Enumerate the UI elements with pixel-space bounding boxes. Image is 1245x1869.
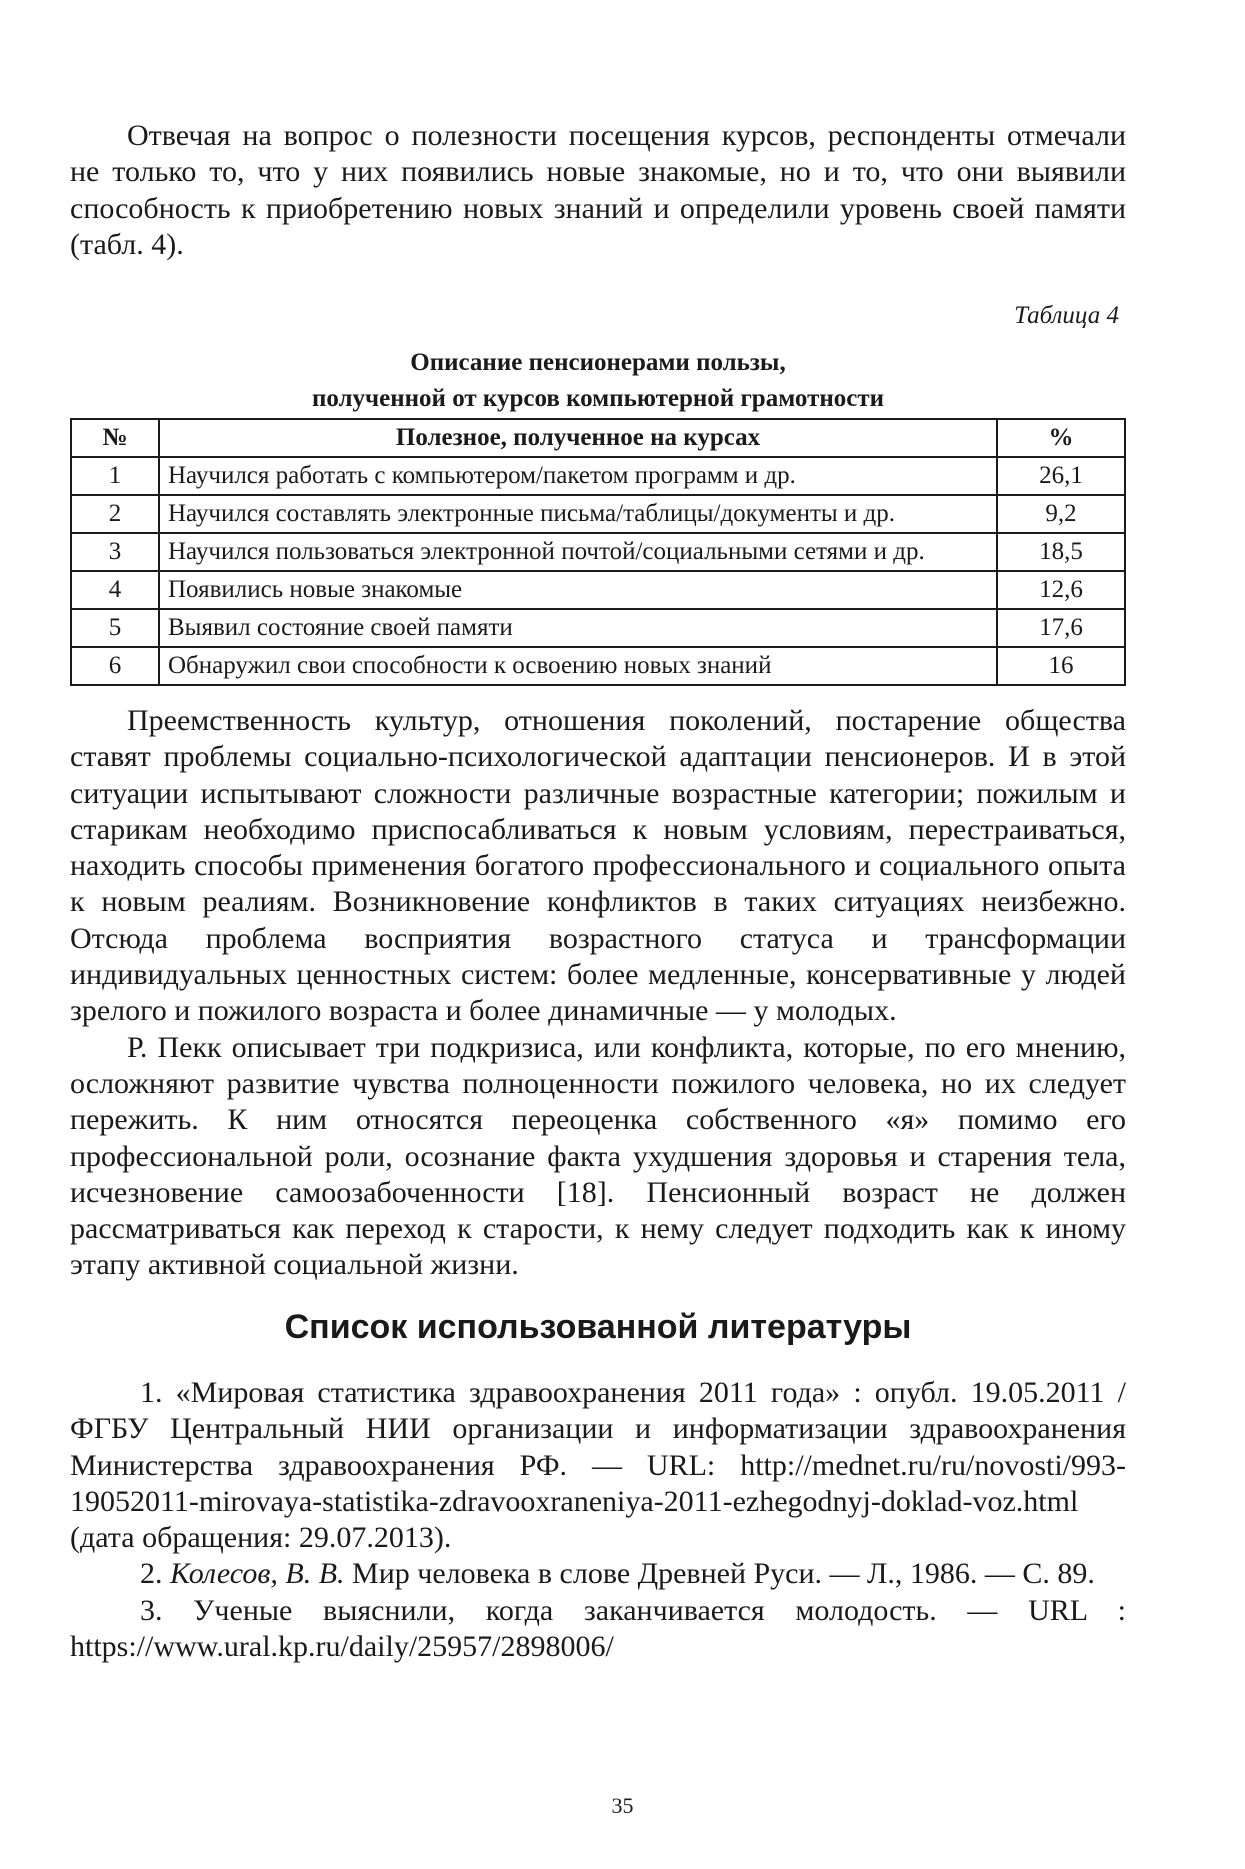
- reference-rest: Мир человека в слове Древней Руси. — Л., 1986. — С. 89.: [344, 1557, 1095, 1591]
- row-pct: 26,1: [997, 457, 1125, 495]
- reference-prefix: 2.: [140, 1557, 170, 1591]
- body-paragraph-2: Р. Пекк описывает три подкризиса, или конфликта, которые, по его мнению, осложняют развитие чувства полноценности пожилого человека, но их следует пережить. К ним относятся переоценка собственного «я» помимо его профессиональной роли, осознание факта ухудшения здоровья и старения тела, исчезновение самоозабоченности [18]. Пенсионный возраст не должен рассматриваться как переход к старости, к нему следует подходить как к иному этапу активной социальной жизни.: [70, 1030, 1126, 1282]
- row-num: 6: [71, 647, 159, 685]
- row-pct: 16: [997, 647, 1125, 685]
- row-num: 4: [71, 571, 159, 609]
- intro-paragraph: Отвечая на вопрос о полезности посещения курсов, респонденты отмечали не только то, что у них появились новые знакомые, но и то, что они выявили способность к приобретению новых знаний и определили уровень своей памяти (табл. 4).: [70, 119, 1126, 261]
- reference-item: 1. «Мировая статистика здравоохранения 2011 года» : опубл. 19.05.2011 / ФГБУ Центральный НИИ организации и информатизации здравоохранения Министерства здравоохранения РФ. — URL: http://mednet.ru/ru/novosti/993-19052011-mirovaya-statistika-zdravooxraneniya-2011-ezhegodnyj-doklad-voz.html (дата обращения: 29.07.2013).: [70, 1376, 1126, 1555]
- row-pct: 18,5: [997, 533, 1125, 571]
- table-header-row: [71, 419, 1125, 457]
- reference-item: 3. Ученые выяснили, когда заканчивается молодость. — URL : https://www.ural.kp.ru/daily/25957/2898006/: [70, 1593, 1126, 1664]
- row-pct: 9,2: [997, 495, 1125, 533]
- row-desc: Обнаружил свои способности к освоению новых знаний: [159, 647, 997, 685]
- table-title-line2: полученной от курсов компьютерной грамотности: [311, 385, 885, 412]
- page-number: 35: [611, 1793, 634, 1818]
- row-num: 5: [71, 609, 159, 647]
- row-desc: Научился работать с компьютером/пакетом программ и др.: [159, 457, 997, 495]
- row-num: 2: [71, 495, 159, 533]
- intro-section: [70, 118, 1126, 263]
- row-desc: Научился составлять электронные письма/таблицы/документы и др.: [159, 495, 997, 533]
- body-section: [70, 703, 1126, 1284]
- benefits-table: [70, 418, 1126, 686]
- table-title: [70, 345, 1126, 417]
- row-num: 3: [71, 533, 159, 571]
- row-desc: Появились новые знакомые: [159, 571, 997, 609]
- reference-item: [70, 1556, 1126, 1592]
- reference-author: Колесов, В. В.: [170, 1557, 345, 1591]
- table-row: [71, 571, 1125, 609]
- table-row: [71, 495, 1125, 533]
- header-num: №: [71, 419, 159, 457]
- table-row: [71, 647, 1125, 685]
- table-title-line1: Описание пенсионерами пользы,: [410, 349, 786, 376]
- table-row: [71, 457, 1125, 495]
- header-desc: Полезное, полученное на курсах: [159, 419, 997, 457]
- references-heading: Список использованной литературы: [284, 1308, 912, 1346]
- row-num: 1: [71, 457, 159, 495]
- table-row: [71, 609, 1125, 647]
- row-pct: 17,6: [997, 609, 1125, 647]
- body-paragraph-1: Преемственность культур, отношения поколений, постарение общества ставят проблемы социально-психологической адаптации пенсионеров. И в этой ситуации испытывают сложности различные возрастные категории; пожилым и старикам необходимо приспосабливаться к новым условиям, перестраиваться, находить способы применения богатого профессионального и социального опыта к новым реалиям. Возникновение конфликтов в таких ситуациях неизбежно. Отсюда проблема восприятия возрастного статуса и трансформации индивидуальных ценностных систем: более медленные, консервативные у людей зрелого и пожилого возраста и более динамичные — у молодых.: [70, 704, 1126, 1028]
- row-pct: 12,6: [997, 571, 1125, 609]
- row-desc: Выявил состояние своей памяти: [159, 609, 997, 647]
- references-list: [70, 1375, 1126, 1665]
- table-row: [71, 533, 1125, 571]
- row-desc: Научился пользоваться электронной почтой/социальными сетями и др.: [159, 533, 997, 571]
- header-pct: %: [997, 419, 1125, 457]
- table-caption: Таблица 4: [1014, 302, 1119, 329]
